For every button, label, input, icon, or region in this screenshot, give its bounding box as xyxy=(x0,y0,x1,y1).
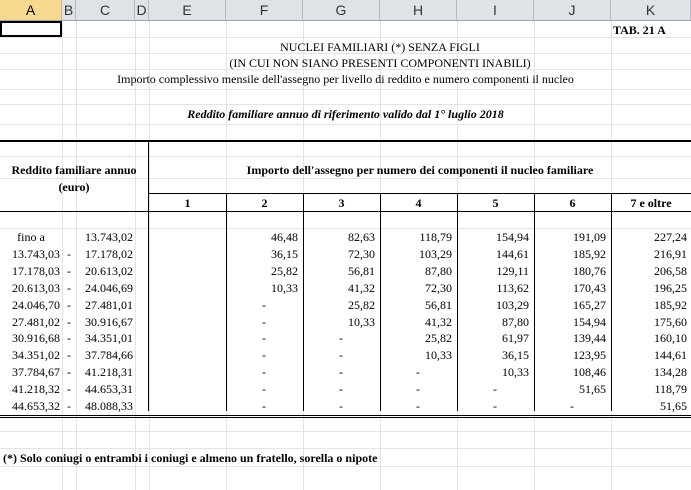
amount-cell-7[interactable]: 196,25 xyxy=(654,281,687,295)
amount-cell-4[interactable]: - xyxy=(416,365,420,379)
amount-cell-4[interactable]: - xyxy=(416,382,420,396)
col-divider-j xyxy=(534,193,535,411)
income-to[interactable]: 37.784,66 xyxy=(85,348,133,362)
amount-cell-4[interactable]: 87,80 xyxy=(425,264,452,278)
income-from[interactable]: fino a xyxy=(17,230,45,244)
column-header-bar xyxy=(0,0,691,21)
amount-cell-2[interactable]: 25,82 xyxy=(271,264,298,278)
table-bottom-border-double xyxy=(0,417,691,418)
amount-cell-4[interactable]: 56,81 xyxy=(425,298,452,312)
amount-cell-7[interactable]: 144,61 xyxy=(654,348,687,362)
amount-cell-6[interactable]: 170,43 xyxy=(573,281,606,295)
income-from[interactable]: 27.481,02 xyxy=(12,315,60,329)
subtitle: Reddito familiare annuo di riferimento valido dal 1° luglio 2018 xyxy=(187,107,504,121)
amount-cell-2[interactable]: 46,48 xyxy=(271,230,298,244)
amount-cell-3[interactable]: - xyxy=(339,399,343,413)
col-divider-g xyxy=(303,193,304,411)
income-to[interactable]: 27.481,01 xyxy=(85,298,133,312)
income-to[interactable]: 48.088,33 xyxy=(85,399,133,413)
amount-cell-3[interactable]: 56,81 xyxy=(348,264,375,278)
footnote: (*) Solo coniugi o entrambi i coniugi e almeno un fratello, sorella o nipote xyxy=(3,451,378,465)
amount-cell-4[interactable]: 103,29 xyxy=(419,247,452,261)
amount-cell-5[interactable]: - xyxy=(493,382,497,396)
amount-cell-6[interactable]: 51,65 xyxy=(579,382,606,396)
amount-cell-4[interactable]: 72,30 xyxy=(425,281,452,295)
column-header-h[interactable]: H xyxy=(380,0,457,20)
amount-cell-5[interactable]: 129,11 xyxy=(496,264,529,278)
income-from[interactable]: 34.351,02 xyxy=(12,348,60,362)
income-separator[interactable]: - xyxy=(67,365,71,379)
amount-cell-5[interactable]: 103,29 xyxy=(496,298,529,312)
header-income-line-1: Reddito familiare annuo xyxy=(11,163,137,177)
amount-cell-6[interactable]: - xyxy=(570,399,574,413)
income-from[interactable]: 37.784,67 xyxy=(12,365,60,379)
amount-cell-5[interactable]: 36,15 xyxy=(502,348,529,362)
income-separator[interactable]: - xyxy=(67,382,71,396)
amount-cell-3[interactable]: - xyxy=(339,365,343,379)
amount-cell-6[interactable]: 123,95 xyxy=(573,348,606,362)
income-to[interactable]: 41.218,31 xyxy=(85,365,133,379)
amount-cell-5[interactable]: 87,80 xyxy=(502,315,529,329)
income-separator[interactable]: - xyxy=(67,399,71,413)
amount-cell-5[interactable]: 113,62 xyxy=(496,281,529,295)
amount-cell-6[interactable]: 139,44 xyxy=(573,331,606,345)
table-bottom-border xyxy=(0,415,691,416)
column-header-k[interactable]: K xyxy=(611,0,691,20)
amount-cell-2[interactable]: 36,15 xyxy=(271,247,298,261)
table-left-divider xyxy=(148,141,149,411)
income-to[interactable]: 20.613,02 xyxy=(85,264,133,278)
amount-cell-7[interactable]: 118,79 xyxy=(654,382,687,396)
column-header-b[interactable]: B xyxy=(62,0,76,20)
amount-cell-2[interactable]: - xyxy=(262,365,266,379)
income-separator[interactable]: - xyxy=(67,247,71,261)
income-to[interactable]: 34.351,01 xyxy=(85,331,133,345)
component-header-2: 2 xyxy=(261,196,268,210)
column-header-d[interactable]: D xyxy=(135,0,149,20)
amount-cell-5[interactable]: 154,94 xyxy=(496,230,529,244)
tab-label: TAB. 21 A xyxy=(613,23,666,37)
income-separator[interactable]: - xyxy=(67,264,71,278)
amount-cell-2[interactable]: 10,33 xyxy=(271,281,298,295)
amount-cell-3[interactable]: - xyxy=(339,382,343,396)
amount-cell-3[interactable]: 25,82 xyxy=(348,298,375,312)
income-from[interactable]: 24.046,70 xyxy=(12,298,60,312)
component-header-bottom-border xyxy=(0,211,691,212)
amount-cell-3[interactable]: - xyxy=(339,331,343,345)
title-line-1: NUCLEI FAMILIARI (*) SENZA FIGLI xyxy=(280,40,480,54)
col-divider-h xyxy=(380,193,381,411)
income-to[interactable]: 13.743,02 xyxy=(85,230,133,244)
amount-cell-3[interactable]: 72,30 xyxy=(348,247,375,261)
income-separator[interactable]: - xyxy=(67,331,71,345)
header-income-line-2: (euro) xyxy=(58,180,90,194)
title-line-2: (IN CUI NON SIANO PRESENTI COMPONENTI INABILI) xyxy=(229,56,531,70)
amount-cell-2[interactable]: - xyxy=(262,315,266,329)
amount-cell-7[interactable]: 134,28 xyxy=(654,365,687,379)
amount-cell-3[interactable]: - xyxy=(339,348,343,362)
amount-cell-6[interactable]: 154,94 xyxy=(573,315,606,329)
amount-cell-7[interactable]: 160,10 xyxy=(654,331,687,345)
amount-cell-6[interactable]: 180,76 xyxy=(573,264,606,278)
component-header-1: 1 xyxy=(184,196,191,210)
amount-cell-4[interactable]: 25,82 xyxy=(425,331,452,345)
amount-cell-4[interactable]: - xyxy=(416,399,420,413)
income-separator[interactable]: - xyxy=(67,298,71,312)
column-header-j[interactable]: J xyxy=(534,0,611,20)
table-top-border xyxy=(0,140,691,142)
component-header-5: 5 xyxy=(492,196,499,210)
column-header-e[interactable]: E xyxy=(149,0,226,20)
income-from[interactable]: 30.916,68 xyxy=(12,331,60,345)
component-header-top-border xyxy=(149,193,691,194)
income-from[interactable]: 41.218,32 xyxy=(12,382,60,396)
income-to[interactable]: 17.178,02 xyxy=(85,247,133,261)
amount-cell-4[interactable]: 41,32 xyxy=(425,315,452,329)
income-to[interactable]: 44.653,31 xyxy=(85,382,133,396)
column-header-a[interactable]: A xyxy=(0,0,62,20)
income-from[interactable]: 44.653,32 xyxy=(12,399,60,413)
amount-cell-7[interactable]: 216,91 xyxy=(654,247,687,261)
amount-cell-6[interactable]: 165,27 xyxy=(573,298,606,312)
amount-cell-2[interactable]: - xyxy=(262,382,266,396)
income-from[interactable]: 17.178,03 xyxy=(12,264,60,278)
component-header-4: 4 xyxy=(415,196,422,210)
amount-cell-6[interactable]: 108,46 xyxy=(573,365,606,379)
amount-cell-7[interactable]: 206,58 xyxy=(654,264,687,278)
amount-cell-2[interactable]: - xyxy=(262,298,266,312)
amount-cell-3[interactable]: 82,63 xyxy=(348,230,375,244)
header-amount: Importo dell'assegno per numero dei componenti il nucleo familiare xyxy=(246,163,594,177)
component-header-7: 7 e oltre xyxy=(630,196,672,210)
amount-cell-3[interactable]: 10,33 xyxy=(348,315,375,329)
amount-cell-5[interactable]: - xyxy=(493,399,497,413)
income-to[interactable]: 24.046,69 xyxy=(85,281,133,295)
amount-cell-2[interactable]: - xyxy=(262,331,266,345)
amount-cell-6[interactable]: 185,92 xyxy=(573,247,606,261)
amount-cell-5[interactable]: 61,97 xyxy=(502,331,529,345)
column-header-f[interactable]: F xyxy=(226,0,303,20)
amount-cell-2[interactable]: - xyxy=(262,348,266,362)
component-header-6: 6 xyxy=(569,196,576,210)
income-separator[interactable]: - xyxy=(67,315,71,329)
amount-cell-4[interactable]: 118,79 xyxy=(419,230,452,244)
income-from[interactable]: 20.613,03 xyxy=(12,281,60,295)
amount-cell-5[interactable]: 144,61 xyxy=(496,247,529,261)
income-separator[interactable]: - xyxy=(67,281,71,295)
amount-cell-7[interactable]: 227,24 xyxy=(654,230,687,244)
amount-cell-6[interactable]: 191,09 xyxy=(573,230,606,244)
amount-cell-7[interactable]: 175,60 xyxy=(654,315,687,329)
amount-cell-4[interactable]: 10,33 xyxy=(425,348,452,362)
component-header-3: 3 xyxy=(338,196,345,210)
title-line-3: Importo complessivo mensile dell'assegno per livello di reddito e numero componenti il nucleo xyxy=(117,72,574,86)
col-divider-i xyxy=(457,193,458,411)
col-divider-k xyxy=(611,193,612,411)
income-from[interactable]: 13.743,03 xyxy=(12,247,60,261)
amount-cell-3[interactable]: 41,32 xyxy=(348,281,375,295)
amount-cell-7[interactable]: 185,92 xyxy=(654,298,687,312)
amount-cell-5[interactable]: 10,33 xyxy=(502,365,529,379)
amount-cell-7[interactable]: 51,65 xyxy=(660,399,687,413)
amount-cell-2[interactable]: - xyxy=(262,399,266,413)
col-divider-f xyxy=(226,193,227,411)
income-to[interactable]: 30.916,67 xyxy=(85,315,133,329)
column-header-g[interactable]: G xyxy=(303,0,380,20)
active-cell-a1[interactable] xyxy=(0,21,62,37)
column-header-i[interactable]: I xyxy=(457,0,534,20)
column-header-c[interactable]: C xyxy=(76,0,135,20)
income-separator[interactable]: - xyxy=(67,348,71,362)
